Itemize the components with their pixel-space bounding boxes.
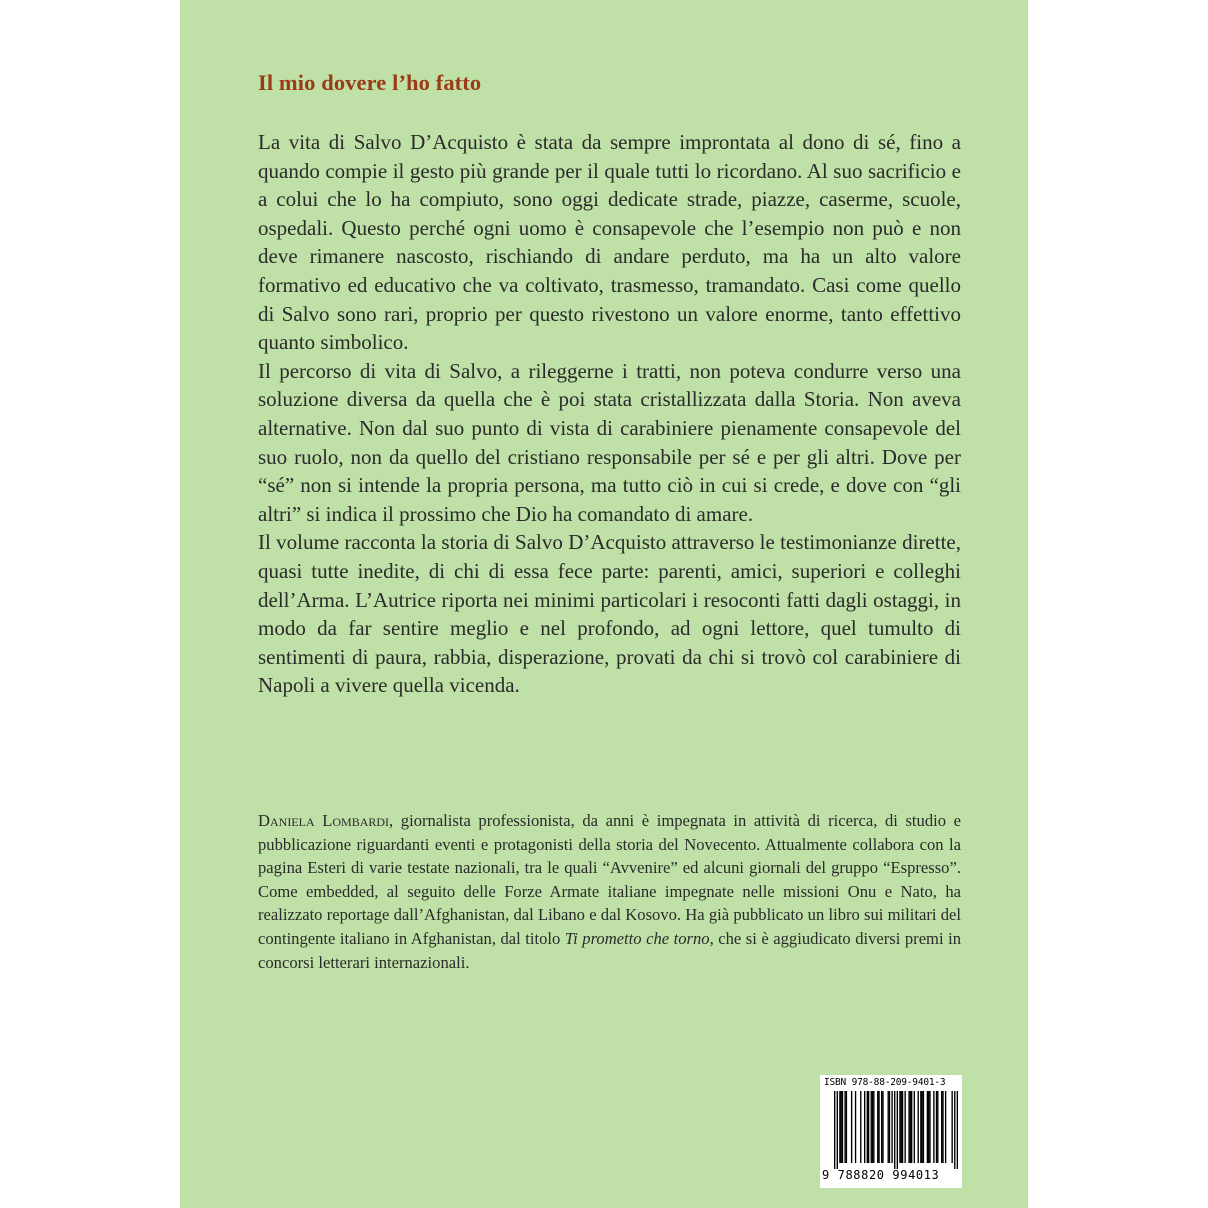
previous-book-title: Ti prometto che torno	[564, 928, 710, 948]
barcode-bar	[877, 1091, 878, 1163]
barcode-label	[820, 1075, 962, 1188]
author-bio	[258, 809, 961, 974]
barcode-bar	[929, 1091, 930, 1163]
barcode-bar	[951, 1091, 952, 1163]
barcode-bar	[855, 1091, 856, 1163]
barcode-bar	[899, 1091, 900, 1163]
synopsis-paragraph-3: Il volume racconta la storia di Salvo D’Acquisto attraverso le testimonianze dirette, quasi tutte inedite, di chi di essa fece parte: parenti, amici, superiori e colleghi dell’Arma. L’Autrice riporta nei minimi particolari i resoconti fatti dagli ostaggi, in modo da far sentire meglio e nel profondo, ad ogni lettore, quel tumulto di sentimenti di paura, rabbia, disperazione, provati da chi si trovò col carabiniere di Napoli a vivere quella vicenda.	[258, 530, 961, 698]
barcode-bar	[928, 1091, 929, 1163]
barcode-bar	[927, 1091, 928, 1163]
barcode-bar	[839, 1091, 840, 1163]
barcode-bar	[891, 1091, 892, 1163]
barcode-bar	[904, 1091, 905, 1163]
barcode-bar	[936, 1091, 937, 1163]
barcode-bar	[918, 1091, 919, 1163]
barcode-bar	[882, 1091, 883, 1163]
synopsis-paragraph-2: Il percorso di vita di Salvo, a rileggerne i tratti, non poteva condurre verso una soluzione diversa da quella che è poi stata cristallizzata dalla Storia. Non aveva alternative. Non dal suo punto di vista di carabiniere pienamente consapevole del suo ruolo, non da quello del cristiano responsabile per sé e per gli altri. Dove per “sé” non si intende la propria persona, ma tutto ciò in cui si crede, e dove con “gli altri” si indica il prossimo che Dio ha comandato di amare.	[258, 358, 961, 526]
barcode-bar	[834, 1091, 835, 1169]
barcode-bar	[933, 1091, 934, 1163]
barcode-bar	[921, 1091, 922, 1163]
barcode-bar	[914, 1091, 915, 1163]
barcode-bar	[860, 1091, 861, 1163]
barcode-bar	[954, 1091, 955, 1169]
barcode-bar	[908, 1091, 909, 1163]
barcode-bar	[941, 1091, 942, 1163]
book-back-cover	[180, 0, 1028, 1208]
barcode-bar	[897, 1091, 898, 1169]
barcode-bar	[868, 1091, 869, 1163]
author-name: Daniela Lombardi	[258, 811, 390, 830]
barcode-bar	[871, 1091, 872, 1163]
barcode-bar	[923, 1091, 924, 1163]
barcode-bars	[834, 1091, 958, 1169]
barcode-bar	[957, 1091, 958, 1169]
barcode-bar	[888, 1091, 889, 1163]
barcode-bar	[873, 1091, 874, 1163]
synopsis-paragraph-1: La vita di Salvo D’Acquisto è stata da sempre improntata al dono di sé, fino a quando compie il gesto più grande per il quale tutti lo ricordano. Al suo sacrificio e a colui che lo ha compiuto, sono oggi dedicate strade, piazze, caserme, scuole, ospedali. Questo perché ogni uomo è consapevole che l’esempio non può e non deve rimanere nascosto, rischiando di andare perduto, ma ha un alto valore formativo ed educativo che va coltivato, trasmesso, tramandato. Casi come quello di Salvo sono rari, proprio per questo rivestono un valore enorme, tanto effettivo quanto simbolico.	[258, 130, 961, 355]
barcode-bar	[920, 1091, 921, 1163]
barcode-bar	[894, 1091, 895, 1169]
ean-digits: 9 788820 994013	[822, 1168, 940, 1182]
barcode-bar	[872, 1091, 873, 1163]
isbn-number: ISBN 978-88-209-9401-3	[824, 1077, 946, 1088]
barcode-bar	[867, 1091, 868, 1163]
barcode-bar	[902, 1091, 903, 1163]
barcode-bar	[937, 1091, 938, 1163]
barcode-bar	[844, 1091, 845, 1163]
barcode-bar	[942, 1091, 943, 1163]
barcode-bar	[851, 1091, 852, 1163]
barcode-bar	[846, 1091, 847, 1163]
barcode-bar	[911, 1091, 912, 1163]
synopsis	[258, 128, 961, 700]
book-title: Il mio dovere l’ho fatto	[258, 70, 482, 95]
author-bio-text-2: , che si è aggiudicato diversi premi in concorsi letterari internazionali.	[258, 928, 961, 972]
barcode-bar	[910, 1091, 911, 1163]
barcode-bar	[901, 1091, 902, 1163]
barcode-bar	[889, 1091, 890, 1163]
author-bio-text-1: , giornalista professionista, da anni è impegnata in attività di ricerca, di studio e pubblicazione riguardanti eventi e protagonisti della storia del Novecento. Attualmente collabora con la pagina Esteri di varie testate nazionali, tra le quali “Avvenire” ed alcuni giornali del gruppo “Espresso”. Come embedded, al seguito delle Forze Armate italiane impegnate nelle missioni Onu e Nato, ha realizzato reportage dall’Afghanistan, dal Libano e dal Kosovo. Ha già pubblicato un libro sui militari del contingente italiano in Afghanistan, dal titolo	[258, 811, 961, 948]
barcode-bar	[945, 1091, 946, 1163]
barcode-bar	[864, 1091, 865, 1163]
barcode-bar	[878, 1091, 879, 1163]
barcode-bar	[837, 1091, 838, 1169]
barcode-bar	[842, 1091, 843, 1163]
barcode-bar	[841, 1091, 842, 1163]
barcode-bar	[881, 1091, 882, 1163]
